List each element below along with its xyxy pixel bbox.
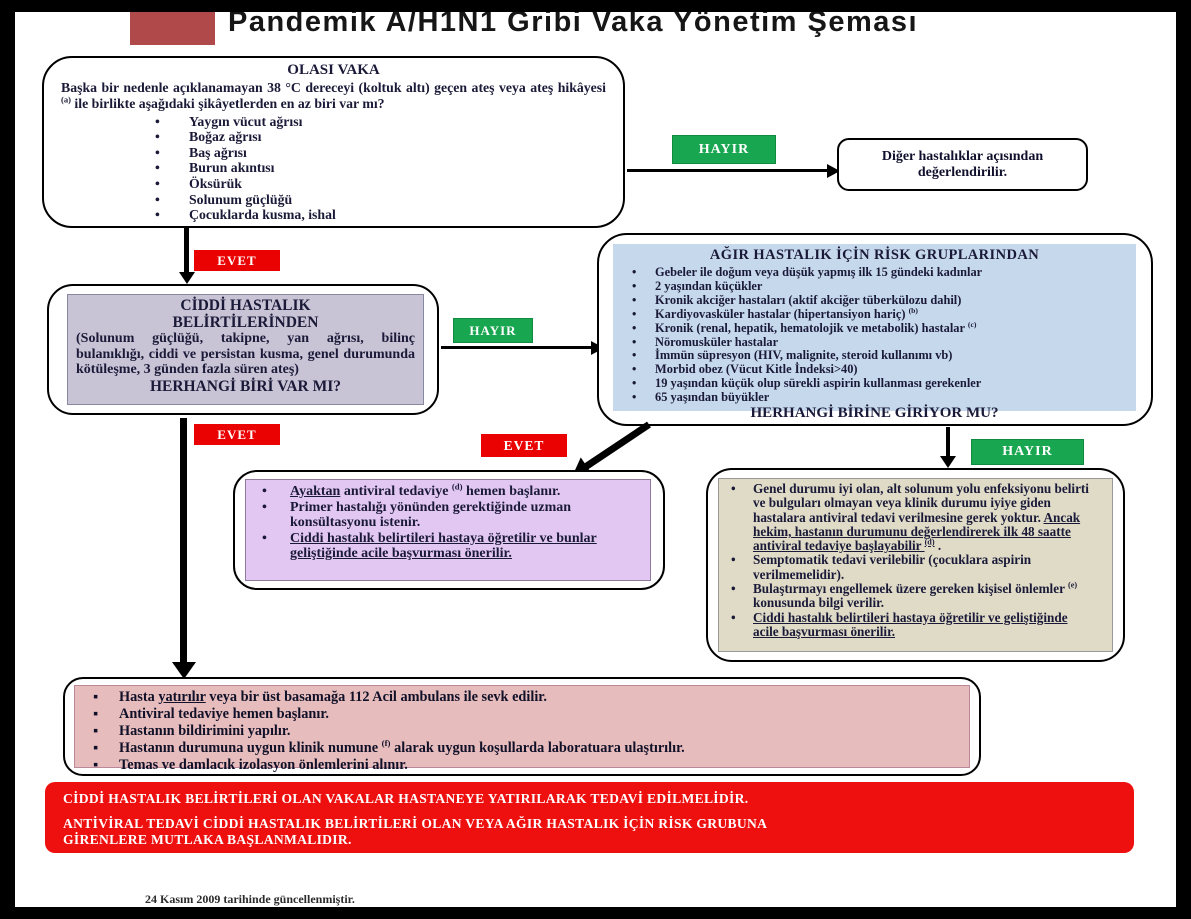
list-item: • Yaygın vücut ağrısı xyxy=(149,114,606,130)
page-title: Pandemik A/H1N1 Gribi Vaka Yönetim Şeması xyxy=(228,6,919,38)
agir-risk-heading: AĞIR HASTALIK İÇİN RİSK GRUPLARINDAN xyxy=(709,247,1040,263)
list-item: • Çocuklarda kusma, ishal xyxy=(149,207,606,223)
arrow-olasi-to-diger xyxy=(627,169,827,172)
list-item: • Kronik akciğer hastaları (aktif akciğer tüberkülozu dahil) xyxy=(623,294,1126,308)
box-ciddi-hastalik xyxy=(47,284,439,415)
list-item: • Kardiyovasküler hastalar (hipertansiyon hariç) $^{(b)}$ xyxy=(623,308,1126,322)
no-button-1: HAYIR xyxy=(672,135,776,164)
box-agir-hastalik-risk xyxy=(597,233,1153,426)
ciddi-hastalik-title: CİDDİ HASTALIK BELİRTİLERİNDEN xyxy=(172,297,319,331)
list-item: • Primer hastalığı yönünden gerektiğinde uzman konsültasyonu istenir. xyxy=(254,500,602,531)
ciddi-hastalik-panel xyxy=(67,294,424,405)
list-item: • Genel durumu iyi olan, alt solunum yolu enfeksiyonu belirti ve bulguları olmayan veya klinik durumu iyiye giden hastalara antiviral tedavi verilmesine gerek yoktur. Ancak hekim, hastanın durumunu değerlendirerek ilk 48 saatte antiviral tedaviye başlayabilir $^{(d)}$ . xyxy=(727,482,1089,553)
arrow-ciddi-to-hasta xyxy=(180,418,187,662)
box-diger-hastaliklar xyxy=(837,138,1088,191)
list-item: • Morbid obez (Vücut Kitle İndeksi>40) xyxy=(623,363,1126,377)
warning-line-2: ANTİVİRAL TEDAVİ CİDDİ HASTALIK BELİRTİLERİ OLAN VEYA AĞIR HASTALIK İÇİN RİSK GRUBUNA GİRENLERE MUTLAKA BAŞLANMALIDIR. xyxy=(63,815,767,847)
list-item: • Baş ağrısı xyxy=(149,145,606,161)
yes-button-1: EVET xyxy=(194,250,280,271)
list-item: • İmmün süpresyon (HIV, malignite, steroid kullanımı vb) xyxy=(623,349,1126,363)
ciddi-hastalik-detail: (Solunum güçlüğü, takipne, yan ağrısı, bilinç bulanıklığı, ciddi ve persistan kusma, genel durumunda kötüleşme, 3 günden fazla süren ateş) xyxy=(76,331,415,378)
ayaktan-tedavi-panel xyxy=(245,479,651,581)
arrow-ciddi-to-agir xyxy=(441,346,591,349)
warning-line-1: CİDDİ HASTALIK BELİRTİLERİ OLAN VAKALAR HASTANEYE YATIRILARAK TEDAVİ EDİLMELİDİR. xyxy=(63,791,749,806)
list-item: • Boğaz ağrısı xyxy=(149,129,606,145)
yes-button-3: EVET xyxy=(481,434,567,457)
agir-risk-question: HERHANGİ BİRİNE GİRİYOR MU? xyxy=(750,405,999,422)
list-item: ▪ Hastanın bildirimini yapılır. xyxy=(89,723,955,740)
list-item: • 65 yaşından büyükler xyxy=(623,391,1126,405)
list-item: • Gebeler ile doğum veya düşük yapmış ilk 15 gündeki kadınlar xyxy=(623,266,1126,280)
list-item: • Ciddi hastalık belirtileri hastaya öğretilir ve geliştiğinde acile başvurması önerilir. xyxy=(727,611,1089,640)
hasta-yatis-list xyxy=(89,689,955,774)
list-item: ▪ Hasta yatırılır veya bir üst basamağa 112 Acil ambulans ile sevk edilir. xyxy=(89,689,955,706)
olasi-vaka-intro: Başka bir nedenle açıklanamayan 38 °C dereceyi (koltuk altı) geçen ateş veya ateş hikâyesi $^{(a)}$ ile birlikte aşağıdaki şikâyetlerden en az biri var mı? xyxy=(61,80,606,112)
list-item: • Solunum güçlüğü xyxy=(149,192,606,208)
olasi-vaka-symptom-list xyxy=(149,114,606,223)
yes-button-2: EVET xyxy=(194,424,280,445)
list-item: • Ayaktan antiviral tedaviye $^{(d)}$ hemen başlanır. xyxy=(254,484,602,500)
agir-risk-panel xyxy=(613,244,1136,422)
list-item: • 2 yaşından küçükler xyxy=(623,280,1126,294)
list-item: • Bulaştırmayı engellemek üzere gereken kişisel önlemler $^{(e)}$ konusunda bilgi verilir. xyxy=(727,582,1089,611)
no-button-3: HAYIR xyxy=(971,439,1084,465)
arrow-olasi-to-ciddi xyxy=(184,228,189,272)
arrow-agir-to-genel xyxy=(946,427,950,456)
title-color-block xyxy=(130,11,215,45)
genel-durum-list xyxy=(727,482,1089,639)
box-hasta-yatis xyxy=(63,677,981,776)
list-item: • Burun akıntısı xyxy=(149,160,606,176)
list-item: • Öksürük xyxy=(149,176,606,192)
diger-hastaliklar-text: Diğer hastalıklar açısından değerlendirilir. xyxy=(881,148,1044,180)
ayaktan-tedavi-list xyxy=(254,481,602,562)
update-date: 24 Kasım 2009 tarihinde güncellenmiştir. xyxy=(145,892,355,906)
hasta-yatis-panel xyxy=(74,685,970,773)
box-ayaktan-tedavi xyxy=(233,470,665,590)
ciddi-hastalik-question: HERHANGİ BİRİ VAR MI? xyxy=(149,377,342,395)
box-genel-durum xyxy=(706,468,1125,662)
genel-durum-panel xyxy=(718,478,1113,652)
list-item: • Semptomatik tedavi verilebilir (çocuklara aspirin verilmemelidir). xyxy=(727,553,1089,582)
list-item: ▪ Antiviral tedaviye hemen başlanır. xyxy=(89,706,955,723)
list-item: ▪ Temas ve damlacık izolasyon önlemlerini alınır. xyxy=(89,757,955,774)
warning-banner xyxy=(45,782,1134,853)
box-olasi-vaka xyxy=(42,56,625,228)
list-item: • Nöromusküler hastalar xyxy=(623,336,1126,350)
list-item: • Ciddi hastalık belirtileri hastaya öğretilir ve bunlar geliştiğinde acile başvurması önerilir. xyxy=(254,531,602,562)
olasi-vaka-heading: OLASI VAKA xyxy=(287,62,380,78)
no-button-2: HAYIR xyxy=(453,318,533,343)
agir-risk-list xyxy=(623,266,1126,405)
list-item: • 19 yaşından küçük olup sürekli aspirin kullanması gerekenler xyxy=(623,377,1126,391)
list-item: ▪ Hastanın durumuna uygun klinik numune $^{(f)}$ alarak uygun koşullarda laboratuara ulaştırılır. xyxy=(89,740,955,757)
arrow-agir-to-ayaktan xyxy=(584,422,651,470)
list-item: • Kronik (renal, hepatik, hematolojik ve metabolik) hastalar $^{(c)}$ xyxy=(623,322,1126,336)
